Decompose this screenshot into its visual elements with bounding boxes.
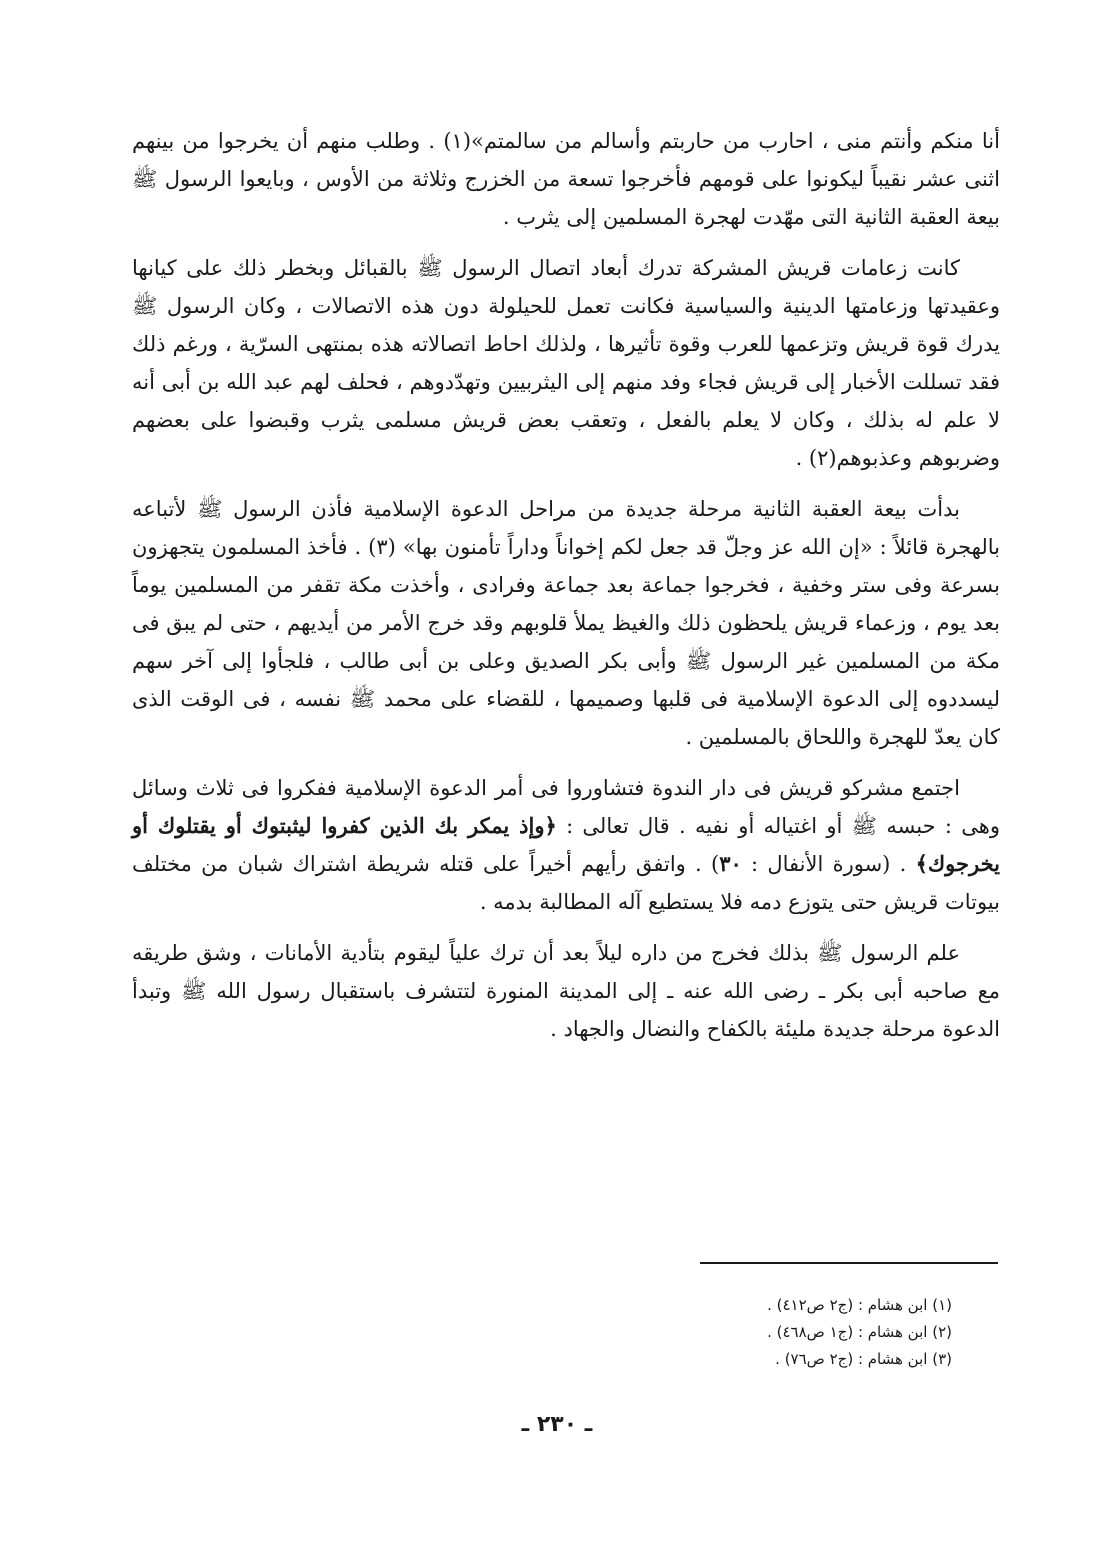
page-number: ـ ٢٣٠ ـ — [521, 1412, 593, 1437]
verse-number: ٣٠ — [719, 851, 742, 876]
footnote-2: (٢) ابن هشام : (ج١ ص٤٦٨) . — [767, 1323, 952, 1341]
footnote-1: (١) ابن هشام : (ج٢ ص٤١٢) . — [767, 1296, 952, 1314]
paragraph-4 — [132, 769, 1000, 921]
quran-verse: ﴿وإذ يمكر بك الذين كفروا ليثبتوك أو يقتلوك أو يخرجوك﴾ — [132, 813, 1000, 876]
footnote-divider — [700, 1262, 998, 1264]
paragraph-1: أنا منكم وأنتم منى ، احارب من حاربتم وأسالم من سالمتم»(١) . وطلب منهم أن يخرجوا من بينهم اثنى عشر نقيباً ليكونوا على قومهم فأخرجوا تسعة من الخزرج وثلاثة من الأوس ، وبايعوا الرسول ﷺ بيعة العقبة الثانية التى مهّدت لهجرة المسلمين إلى يثرب . — [132, 129, 1000, 229]
footnotes — [600, 1292, 952, 1373]
paragraph-4-text-b: . (سورة الأنفال : — [741, 852, 916, 876]
paragraph-5: علم الرسول ﷺ بذلك فخرج من داره ليلاً بعد أن ترك علياً ليقوم بتأدية الأمانات ، وشق طريقه مع صاحبه أبى بكر ـ رضى الله عنه ـ إلى المدينة المنورة لتتشرف باستقبال رسول الله ﷺ وتبدأ الدعوة مرحلة جديدة مليئة بالكفاح والنضال والجهاد . — [132, 941, 1000, 1041]
paragraph-4-text-a: اجتمع مشركو قريش فى دار الندوة فتشاوروا فى أمر الدعوة الإسلامية ففكروا فى ثلاث وسائل وهى : حبسه ﷺ أو اغتياله أو نفيه . قال تعالى : — [132, 776, 1000, 838]
footnote-3: (٣) ابن هشام : (ج٢ ص٧٦) . — [775, 1350, 952, 1368]
paragraph-2: كانت زعامات قريش المشركة تدرك أبعاد اتصال الرسول ﷺ بالقبائل وبخطر ذلك على كيانها وعقيدتها وزعامتها الدينية والسياسية فكانت تعمل للحيلولة دون هذه الاتصالات ، وكان الرسول ﷺ يدرك قوة قريش وتزعمها للعرب وقوة تأثيرها ، ولذلك احاط اتصالاته هذه بمنتهى السرّية ، ورغم ذلك فقد تسللت الأخبار إلى قريش فجاء وفد منهم إلى اليثربيين وتهدّدوهم ، فحلف لهم عبد الله بن أبى أنه لا علم له بذلك ، وكان لا يعلم بالفعل ، وتعقب بعض قريش مسلمى يثرب وقبضوا على بعضهم وضربوهم وعذبوهم(٢) . — [132, 256, 1000, 470]
paragraph-3: بدأت بيعة العقبة الثانية مرحلة جديدة من مراحل الدعوة الإسلامية فأذن الرسول ﷺ لأتباعه بالهجرة قائلاً : «إن الله عز وجلّ قد جعل لكم إخواناً وداراً تأمنون بها» (٣) . فأخذ المسلمون يتجهزون بسرعة وفى ستر وخفية ، فخرجوا جماعة بعد جماعة وفرادى ، وأخذت مكة تقفر من المسلمين يوماً بعد يوم ، وزعماء قريش يلحظون ذلك والغيظ يملأ قلوبهم وقد خرج الأمر من أيديهم ، حتى لم يبق فى مكة من المسلمين غير الرسول ﷺ وأبى بكر الصديق وعلى بن أبى طالب ، فلجأوا إلى آخر سهم ليسددوه إلى الدعوة الإسلامية فى قلبها وصميمها ، للقضاء على محمد ﷺ نفسه ، فى الوقت الذى كان يعدّ للهجرة واللحاق بالمسلمين . — [132, 497, 1000, 749]
body-text — [132, 122, 1000, 1061]
paragraph-4-text-c: ) . واتفق رأيهم أخيراً على قتله شريطة اشتراك شبان من مختلف بيوتات قريش حتى يتوزع دمه فلا يستطيع آله المطالبة بدمه . — [132, 852, 1000, 914]
